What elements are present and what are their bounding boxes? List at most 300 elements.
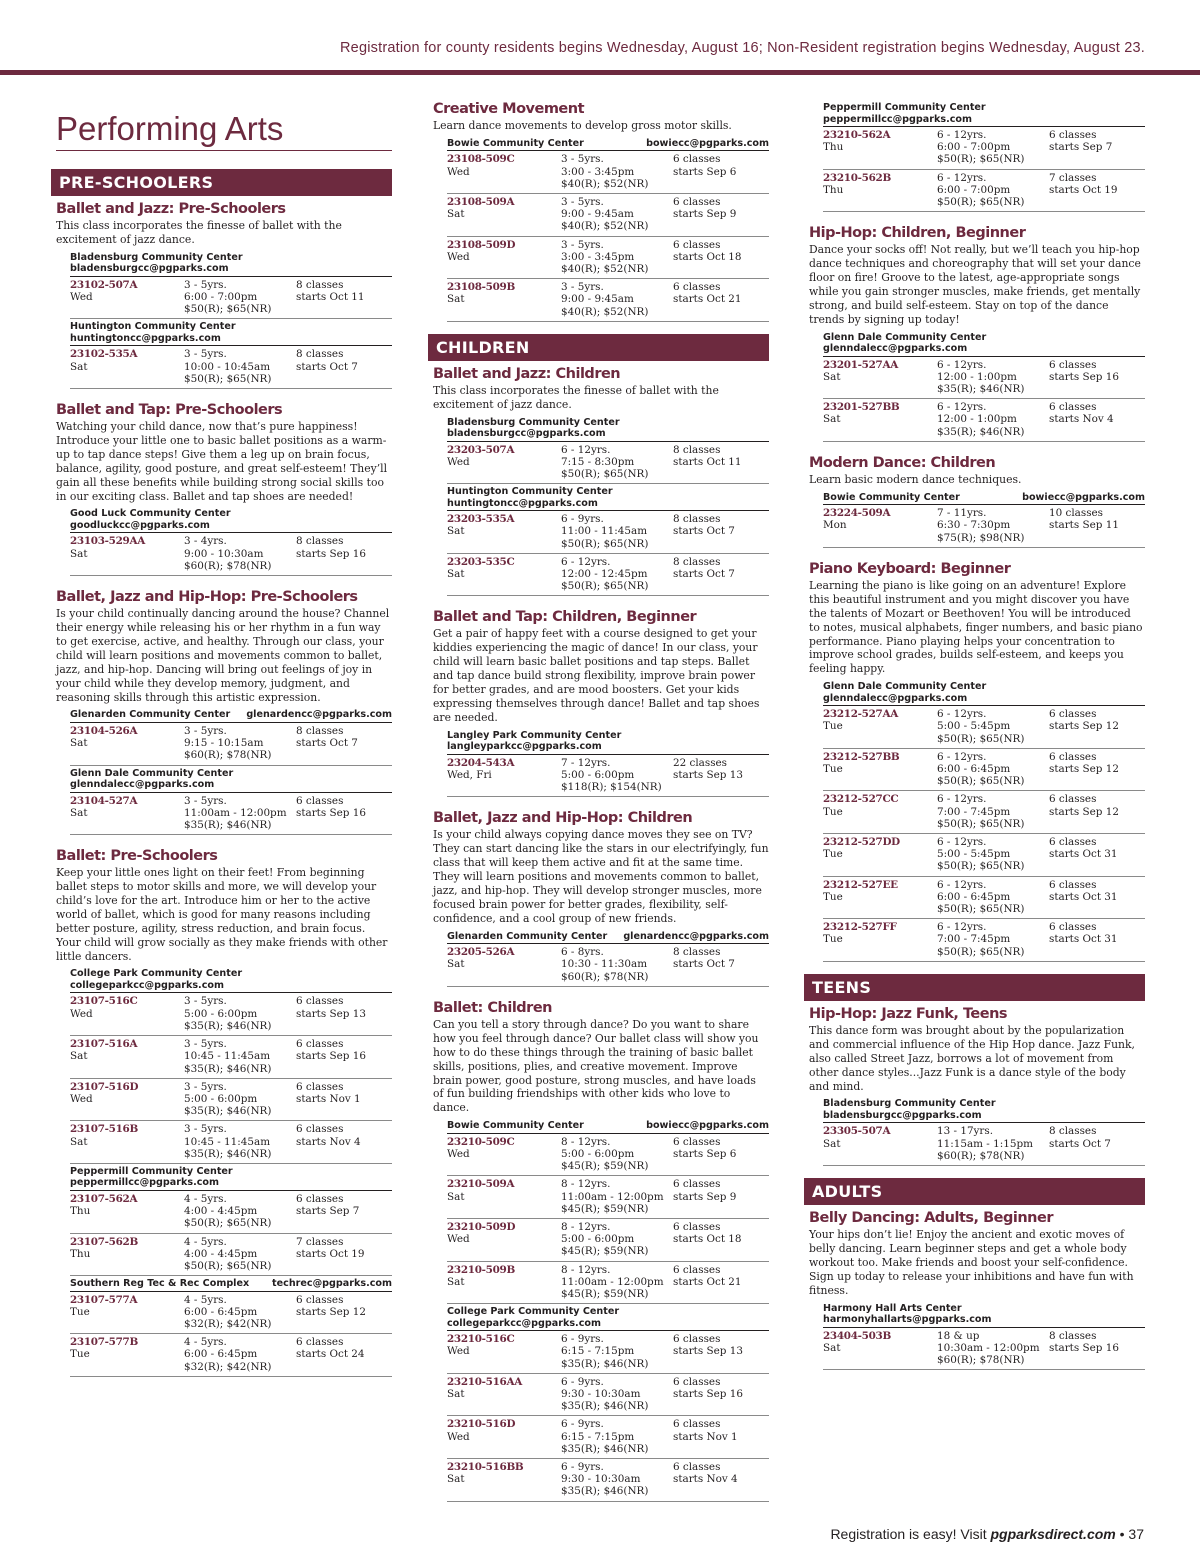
activity-code[interactable]: 23107-577A [70,1293,138,1306]
meeting-time: 11:00am - 12:00pm [561,1275,664,1288]
activity-code[interactable]: 23201-527BB [823,401,900,414]
class-count: 6 classes [296,1336,344,1349]
center-schedule [447,1118,769,1304]
fee: $35(R); $46(NR) [561,1442,649,1455]
fee: $32(R); $42(NR) [184,1360,272,1373]
fee: $35(R); $46(NR) [937,425,1025,438]
activity-code[interactable]: 23205-526A [447,946,515,959]
center-header [70,319,392,346]
age-range: 3 - 5yrs. [184,995,227,1008]
activity-code[interactable]: 23210-509B [447,1263,515,1276]
meeting-day: Wed [447,1233,470,1246]
class-count: 6 classes [1049,750,1097,763]
course-block [56,847,392,1377]
row-spacer [447,538,561,550]
class-count: 6 classes [673,1418,721,1431]
activity-code[interactable]: 23404-503B [823,1329,891,1342]
row-spacer [70,1063,184,1075]
meeting-time: 6:15 - 7:15pm [561,1430,635,1443]
row-spacer [447,781,561,793]
schedule-row [823,357,1145,400]
course-description: Is your child always copying dance moves they see on TV? They can start dancing like the stars in our electrifyingly, fun class that will keep them active and fit at the same time. They will learn positions and movements common to ballet, jazz, and hip-hop. They will develop stronger muscles, more focused brain power for better grades, flexibility, self-confidence, and a cool group of new friends. [433,828,769,925]
meeting-time: 6:00 - 6:45pm [937,763,1011,776]
course-description: Learn basic modern dance techniques. [809,472,1022,486]
fee: $118(R); $154(NR) [561,781,662,794]
activity-code[interactable]: 23107-562B [70,1235,138,1248]
meeting-day: Sat [70,737,88,750]
fee: $35(R); $46(NR) [184,818,272,831]
age-range: 7 - 11yrs. [937,507,987,520]
center-schedule [70,766,392,836]
start-date: starts Sep 16 [673,1387,743,1400]
class-count: 6 classes [673,1375,721,1388]
course-description: Can you tell a story through dance? Do you want to share how you feel through dance? Our ballet class will show you how to do these things through the training of basic ballet skills, positions, plies, and creative movement. Improve brain power, good posture, strong muscles, and have loads of fun building friendships with other kids who love to dance. [433,1017,759,1115]
center-name: Langley Park Community Center [447,729,622,741]
schedule-row [823,1123,1145,1166]
activity-code[interactable]: 23108-509B [447,281,515,294]
start-date: starts Oct 19 [296,1247,365,1260]
page-title: Performing Arts [56,100,392,151]
activity-code[interactable]: 23102-507A [70,278,138,291]
activity-code[interactable]: 23210-509A [447,1178,515,1191]
center-email[interactable]: langleyparkcc@pgparks.com [447,741,602,753]
schedule-row [70,277,392,320]
schedule-row [447,1374,769,1417]
meeting-time: 9:00 - 9:45am [561,208,634,221]
schedule-row [447,194,769,237]
meeting-day: Tue [70,1348,90,1361]
center-name: Bowie Community Center [447,1120,584,1132]
age-range: 13 - 17yrs. [937,1125,994,1138]
activity-code[interactable]: 23212-527AA [823,708,898,721]
age-range: 3 - 5yrs. [561,196,604,209]
meeting-time: 5:00 - 6:00pm [561,1233,635,1246]
start-date: starts Oct 7 [296,360,358,373]
meeting-time: 9:30 - 10:30am [561,1473,641,1486]
schedule-row [70,1036,392,1079]
center-schedule [447,136,769,322]
activity-code[interactable]: 23210-562A [823,129,891,141]
center-schedule [823,100,1145,212]
class-count: 22 classes [673,756,728,769]
course-title: Ballet and Jazz: Pre-Schoolers [56,201,286,217]
meeting-time: 12:00 - 1:00pm [937,413,1017,426]
class-count: 6 classes [673,1333,721,1346]
age-range: 3 - 5yrs. [184,1123,227,1136]
center-header [447,1118,769,1134]
center-name: Bladensburg Community Center [447,416,620,428]
fee: $40(R); $52(NR) [561,177,649,190]
meeting-time: 6:00 - 6:45pm [937,890,1011,903]
fee: $50(R); $65(NR) [184,303,272,316]
activity-code[interactable]: 23108-509D [447,238,516,251]
meeting-day: Sat [823,413,841,426]
center-schedule [447,1304,769,1501]
schedule-row [823,749,1145,792]
schedule-row [823,706,1145,749]
activity-code[interactable]: 23212-527DD [823,836,900,849]
row-spacer [823,426,937,438]
center-name: Glenn Dale Community Center [823,681,987,693]
fee: $45(R); $59(NR) [561,1202,649,1215]
meeting-day: Wed [447,1147,470,1160]
center-name: Bladensburg Community Center [70,251,243,263]
meeting-time: 5:00 - 6:00pm [561,769,635,782]
fee: $35(R); $46(NR) [184,1147,272,1160]
fee: $35(R); $46(NR) [184,1019,272,1032]
class-count: 6 classes [673,196,721,209]
meeting-day: Tue [823,763,843,776]
age-range: 6 - 12yrs. [937,793,987,806]
activity-code[interactable]: 23107-516C [70,995,138,1008]
age-range: 4 - 5yrs. [184,1293,227,1306]
meeting-time: 6:30 - 7:30pm [937,519,1011,532]
fee: $50(R); $65(NR) [561,580,649,593]
class-count: 8 classes [673,443,721,456]
activity-code[interactable]: 23203-535C [447,555,515,568]
center-name: Bowie Community Center [447,137,584,149]
meeting-time: 4:00 - 4:45pm [184,1247,258,1260]
row-spacer [447,1245,561,1257]
age-range: 6 - 9yrs. [561,1375,604,1388]
row-spacer [70,1148,184,1160]
activity-code[interactable]: 23104-527A [70,794,138,807]
center-email[interactable]: bladensburgcc@pgparks.com [447,428,606,440]
center-schedule [823,330,1145,442]
center-header [70,707,392,723]
center-name: Glenarden Community Center [447,930,608,942]
activity-code[interactable]: 23107-516B [70,1123,138,1136]
center-schedule [823,679,1145,962]
meeting-time: 5:00 - 5:45pm [937,848,1011,861]
fee: $50(R); $65(NR) [184,372,272,385]
meeting-day: Sat [823,370,841,383]
activity-code[interactable]: 23108-509C [447,153,515,166]
meeting-time: 10:30 - 11:30am [561,958,648,971]
center-header [70,1164,392,1191]
fee: $32(R); $42(NR) [184,1318,272,1331]
activity-code[interactable]: 23107-516A [70,1038,138,1051]
meeting-time: 9:30 - 10:30am [561,1387,641,1400]
activity-code[interactable]: 23224-509A [823,507,891,520]
row-spacer [447,1358,561,1370]
fee: $35(R); $46(NR) [937,383,1025,396]
schedule-row [447,151,769,194]
center-email[interactable]: glenardencc@pgparks.com [623,930,769,942]
course-block [809,560,1145,962]
schedule-row [447,1219,769,1262]
course-title: Belly Dancing: Adults, Beginner [809,1210,1053,1227]
row-spacer [70,1361,184,1373]
row-spacer [70,1318,184,1330]
footer [830,1526,1144,1542]
course-block [433,999,769,1502]
activity-code[interactable]: 23210-562B [823,171,891,184]
activity-code[interactable]: 23212-527EE [823,878,898,891]
class-count: 6 classes [1049,708,1097,721]
meeting-day: Sat [447,958,465,971]
activity-code[interactable]: 23203-535A [447,513,515,526]
age-range: 8 - 12yrs. [561,1178,611,1191]
class-count: 6 classes [673,1263,721,1276]
meeting-day: Wed, Fri [447,769,492,782]
activity-code[interactable]: 23107-562A [70,1192,138,1205]
meeting-time: 9:00 - 10:30am [184,547,264,560]
row-spacer [447,1485,561,1497]
start-date: starts Oct 7 [673,958,735,971]
meeting-day: Sat [447,1473,465,1486]
schedule-row [447,1416,769,1459]
class-count: 8 classes [296,535,344,548]
age-range: 6 - 12yrs. [937,921,987,934]
course-description: Learn dance movements to develop gross motor skills. [433,119,732,132]
section-band: PRE-SCHOOLERS [51,169,392,196]
fee: $45(R); $59(NR) [561,1287,649,1300]
schedule-row [447,1262,769,1305]
course-description: Watching your child dance, now that’s pure happiness! Introduce your little one to basic ballet positions as a warm-up to tap dance steps! Give them a leg up on brain focus, balance, agility, good posture, and great self-esteem! They’ll gain all these benefits while building strong social skills too in our exciting class. Ballet and tap shoes are needed! [56,420,388,503]
fee: $60(R); $78(NR) [937,1149,1025,1162]
center-email[interactable]: peppermillcc@pgparks.com [823,113,972,125]
course-block [433,809,769,986]
center-email[interactable]: bowiecc@pgparks.com [1022,491,1145,503]
meeting-day: Wed [447,165,470,178]
center-name: College Park Community Center [70,968,243,980]
meeting-time: 5:00 - 6:00pm [184,1007,258,1020]
course-description: This dance form was brought about by the popularization and commercial influence of the Hip Hop dance. Jazz Funk, also called Street Jazz, borrows a lot of movement from other dance styles...Jazz Funk is a dance style of the body and mind. [809,1023,1135,1093]
center-email[interactable]: goodluckcc@pgparks.com [70,519,210,531]
start-date: starts Oct 7 [296,737,358,750]
center-schedule [823,1096,1145,1166]
class-count: 6 classes [296,1038,344,1051]
meeting-time: 6:00 - 6:45pm [184,1348,258,1361]
schedule-row [70,1234,392,1277]
start-date: starts Sep 12 [1049,720,1119,733]
meeting-time: 9:15 - 10:15am [184,737,264,750]
start-date: starts Oct 18 [673,250,742,263]
activity-code[interactable]: 23203-507A [447,443,515,456]
center-email[interactable]: glenndalecc@pgparks.com [823,692,968,704]
center-email[interactable]: bladensburgcc@pgparks.com [70,263,229,275]
center-schedule [447,929,769,987]
center-email[interactable]: harmonyhallarts@pgparks.com [823,1314,992,1326]
class-count: 6 classes [673,238,721,251]
class-count: 6 classes [1049,358,1097,371]
age-range: 6 - 12yrs. [937,129,987,141]
center-header [70,766,392,793]
course-title: Ballet, Jazz and Hip-Hop: Children [433,810,693,827]
course-description: Learning the piano is like going on an adventure! Explore this beautiful instrument and you might discover you have the talents of Mozart or Beethoven! You will be introduced to notes, musical alphabets, finger numbers, and basic piano performance. Piano playing helps your concentration to improve school grades, builds self-esteem, and keeps you feeling happy. [809,578,1143,676]
start-date: starts Sep 6 [673,1147,737,1160]
center-email[interactable]: collegeparkcc@pgparks.com [70,979,224,991]
class-count: 8 classes [673,513,721,526]
center-name: Glenn Dale Community Center [70,767,234,779]
fee: $35(R); $46(NR) [561,1485,649,1498]
fee: $35(R); $46(NR) [561,1357,649,1370]
activity-code[interactable]: 23204-543A [447,756,515,769]
activity-code[interactable]: 23104-526A [70,724,138,737]
fee: $50(R); $65(NR) [937,153,1025,166]
meeting-time: 10:00 - 10:45am [184,360,271,373]
age-range: 6 - 9yrs. [561,513,604,526]
registration-note: Registration for county residents begins Wednesday, August 16; Non-Resident registration begins Wednesday, August 23. [340,40,1145,56]
course-description: Get a pair of happy feet with a course designed to get your kiddies experiencing the magic of dance! In our class, your child will learn basic ballet positions and tap steps. Ballet and tap dance build strong flexibility, improve brain power for better grades, and are mood boosters. Get your kids expressing themselves through dance! Ballet and tap shoes are needed. [433,627,760,724]
fee: $50(R); $65(NR) [184,1259,272,1272]
center-schedule [823,1301,1145,1371]
meeting-day: Sat [70,806,88,819]
center-email[interactable]: huntingtoncc@pgparks.com [447,497,598,509]
center-header [70,506,392,533]
center-header [447,728,769,755]
start-date: starts Sep 13 [673,769,743,782]
meeting-day: Sat [70,360,88,373]
activity-code[interactable]: 23102-535A [70,348,138,361]
activity-code[interactable]: 23103-529AA [70,535,145,548]
age-range: 4 - 5yrs. [184,1235,227,1248]
age-range: 6 - 12yrs. [937,708,987,721]
schedule-row [823,919,1145,962]
activity-code[interactable]: 23212-527CC [823,793,899,806]
center-schedule [70,707,392,765]
row-spacer [447,178,561,190]
class-count: 6 classes [296,1192,344,1205]
course-description: This class incorporates the finesse of ballet with the excitement of jazz dance. [433,383,719,411]
meeting-day: Thu [823,141,844,154]
meeting-day: Sat [823,1341,841,1354]
center-email[interactable]: collegeparkcc@pgparks.com [447,1317,601,1329]
activity-code[interactable]: 23210-516D [447,1418,516,1431]
fee: $40(R); $52(NR) [561,263,649,276]
meeting-time: 6:00 - 7:00pm [184,291,258,304]
start-date: starts Sep 16 [1049,1341,1119,1354]
row-spacer [447,1443,561,1455]
age-range: 3 - 5yrs. [561,238,604,251]
class-count: 8 classes [296,724,344,737]
meeting-day: Wed [70,1007,93,1020]
center-email[interactable]: bowiecc@pgparks.com [646,137,769,149]
center-email[interactable]: huntingtoncc@pgparks.com [70,332,221,344]
fee: $40(R); $52(NR) [561,220,649,233]
activity-code[interactable]: 23210-509C [447,1135,515,1148]
meeting-time: 11:00am - 12:00pm [561,1190,664,1203]
schedule-row [447,511,769,554]
meeting-day: Wed [447,455,470,468]
row-spacer [823,903,937,915]
activity-code[interactable]: 23201-527AA [823,358,898,371]
activity-code[interactable]: 23212-527FF [823,921,897,934]
age-range: 3 - 4yrs. [184,535,227,548]
start-date: starts Sep 13 [673,1345,743,1358]
center-schedule [823,490,1145,548]
start-date: starts Nov 1 [673,1430,738,1443]
schedule-row [447,1134,769,1177]
age-range: 6 - 12yrs. [937,750,987,763]
center-email[interactable]: peppermillcc@pgparks.com [70,1177,219,1189]
course-title: Hip-Hop: Jazz Funk, Teens [809,1005,1008,1022]
center-header [823,679,1145,706]
meeting-time: 6:00 - 6:45pm [184,1305,258,1318]
meeting-time: 3:00 - 3:45pm [561,165,635,178]
fee: $35(R); $46(NR) [184,1062,272,1075]
footer-link[interactable]: pgparksdirect.com [990,1526,1116,1542]
start-date: starts Sep 11 [1049,519,1119,532]
course-block [809,1209,1145,1370]
center-email[interactable]: glenndalecc@pgparks.com [823,343,968,355]
age-range: 6 - 8yrs. [561,946,604,959]
center-header [823,330,1145,357]
center-name: Bowie Community Center [823,491,960,503]
center-header [70,966,392,993]
row-spacer [823,196,937,208]
class-count: 6 classes [673,281,721,294]
start-date: starts Oct 31 [1049,933,1118,946]
schedule-row [823,834,1145,877]
center-name: Glenarden Community Center [70,709,231,721]
fee: $50(R); $65(NR) [937,817,1025,830]
activity-code[interactable]: 23108-509A [447,196,515,209]
age-range: 6 - 12yrs. [937,171,987,184]
activity-code[interactable]: 23210-516AA [447,1375,522,1388]
meeting-time: 5:00 - 6:00pm [184,1092,258,1105]
row-spacer [447,1400,561,1412]
class-count: 6 classes [1049,793,1097,806]
activity-code[interactable]: 23210-516C [447,1333,515,1346]
center-schedule [70,250,392,320]
center-name: Southern Reg Tec & Rec Complex [70,1278,250,1290]
center-name: Peppermill Community Center [823,102,986,113]
class-count: 7 classes [1049,171,1097,184]
center-email[interactable]: glenndalecc@pgparks.com [70,779,215,791]
schedule-row [823,127,1145,170]
row-spacer [823,733,937,745]
activity-code[interactable]: 23305-507A [823,1125,891,1138]
column-3 [809,100,1145,1382]
meeting-time: 9:00 - 9:45am [561,293,634,306]
meeting-day: Sat [70,1050,88,1063]
activity-code[interactable]: 23212-527BB [823,750,900,763]
row-spacer [70,373,184,385]
meeting-day: Sat [447,568,465,581]
center-schedule [70,1164,392,1276]
meeting-time: 6:00 - 7:00pm [937,141,1011,154]
course-block [56,588,392,835]
course-title: Modern Dance: Children [809,454,996,471]
center-email[interactable]: techrec@pgparks.com [272,1278,392,1290]
row-spacer [447,306,561,318]
activity-code[interactable]: 23107-577B [70,1336,138,1349]
meeting-day: Tue [70,1305,90,1318]
center-header [447,1304,769,1331]
age-range: 6 - 9yrs. [561,1333,604,1346]
course-block [809,1005,1145,1166]
activity-code[interactable]: 23210-509D [447,1220,516,1233]
start-date: starts Nov 1 [296,1092,361,1105]
center-email[interactable]: glenardencc@pgparks.com [246,709,392,721]
center-header [70,250,392,277]
activity-code[interactable]: 23107-516D [70,1080,139,1093]
center-name: Bladensburg Community Center [823,1098,996,1110]
meeting-time: 5:00 - 5:45pm [937,720,1011,733]
course-block [433,608,769,797]
center-email[interactable]: bladensburgcc@pgparks.com [823,1109,982,1121]
class-count: 6 classes [1049,878,1097,891]
center-email[interactable]: bowiecc@pgparks.com [646,1120,769,1132]
center-header [447,136,769,152]
activity-code[interactable]: 23210-516BB [447,1461,524,1473]
row-spacer [823,532,937,544]
row-spacer [447,580,561,592]
class-count: 6 classes [296,1080,344,1093]
row-spacer [447,220,561,232]
